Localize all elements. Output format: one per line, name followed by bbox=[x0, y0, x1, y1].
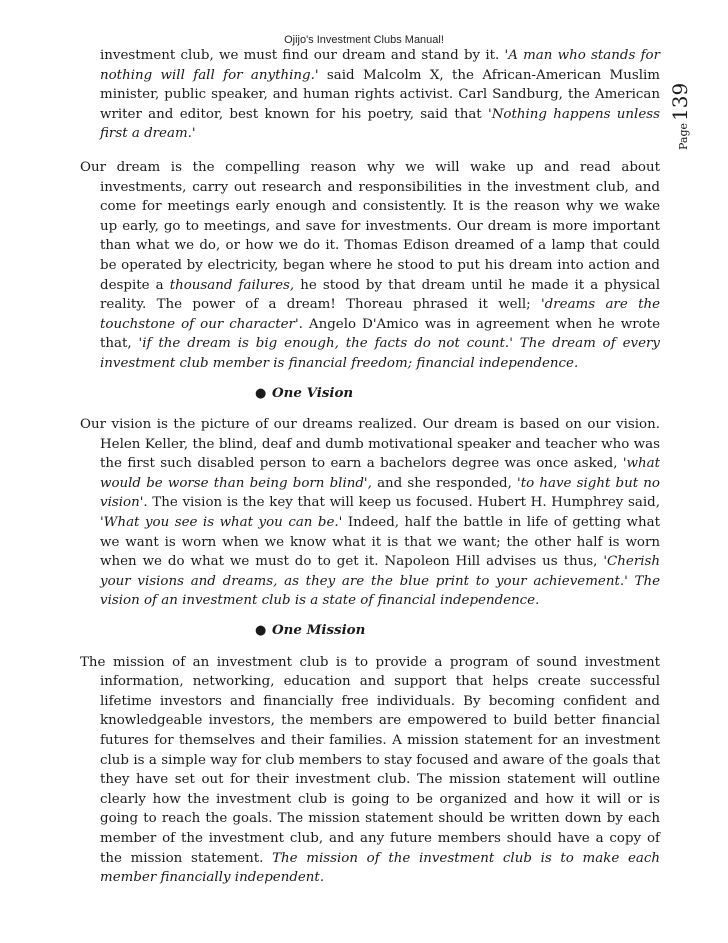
body-text bbox=[80, 46, 660, 888]
text-run: said Malcolm X, the African-American Muslim minister, public speaker, and human rights activist. Carl Sandburg, the American writer and editor, best known for his poetry, said that bbox=[100, 67, 660, 122]
bullet-icon: ● bbox=[255, 385, 267, 401]
section-heading-vision bbox=[80, 384, 660, 404]
quote-humphrey: 'What you see is what you can be.' bbox=[100, 515, 343, 531]
running-header: Ojijo's Investment Clubs Manual! bbox=[284, 34, 444, 46]
paragraph-vision bbox=[80, 415, 660, 611]
italic-run: The mission of the investment club is to make each member financially independent. bbox=[100, 850, 660, 886]
paragraph-dream bbox=[80, 158, 660, 374]
quote-napoleon-hill: 'Cherish your visions and dreams, as they are the blue print to your achievement.' The vision of an investment club is a state of financial independence. bbox=[100, 554, 660, 609]
page-label: Page bbox=[677, 122, 690, 150]
heading-one-mission: One Mission bbox=[272, 622, 366, 639]
italic-run: to have sight but no vision' bbox=[100, 475, 660, 511]
text-run: Our vision is the picture of our dreams realized. Our dream is based on our vision. Helen Keller, the blind, deaf and dumb motivational speaker and teacher who was the first such disabled person to earn a bachelors degree was once asked, ' bbox=[80, 417, 660, 472]
bullet-icon: ● bbox=[255, 623, 267, 639]
text-run: investment club, we must find our dream and stand by it. bbox=[100, 48, 505, 63]
section-heading-mission bbox=[80, 621, 660, 641]
heading-one-vision: One Vision bbox=[272, 384, 354, 401]
text-run: Indeed, half the battle in life of getting what we want is worn when we know what it is that we want; the other half is worn when we do what we must do to get it. Napoleon Hill advises us thus, bbox=[100, 515, 660, 570]
quote-malcolm-x: 'A man who stands for nothing will fall for anything.' bbox=[100, 48, 660, 83]
paragraph-continued bbox=[80, 46, 660, 144]
text-run: he stood by that dream until he made it a physical reality. The power of a dream! Thoreau phrased it well; ' bbox=[100, 277, 660, 313]
quote-sandburg: 'Nothing happens unless first a dream.' bbox=[100, 106, 660, 142]
text-run: Our dream is the compelling reason why we will wake up and read about investments, carry out research and responsibilities in the investment club, and come for meetings early enough and consistently. It is the reason why we wake up early, go to meetings, and save for investments. Our dream is more important than what we do, or how we do it. Thomas Edison dreamed of a lamp that could be operated by electricity, began where he stood to put his dream into action and despite a bbox=[80, 159, 660, 293]
text-run: and she responded, ' bbox=[371, 475, 521, 491]
italic-run: thousand failures, bbox=[169, 277, 295, 293]
text-run: . The vision is the key that will keep us focused. Hubert H. Humphrey said, bbox=[143, 495, 660, 511]
quote-thoreau: dreams are the touchstone of our character' bbox=[100, 297, 660, 332]
page-number: 139 bbox=[668, 82, 692, 121]
text-run: . Angelo D'Amico was in agreement when he wrote that, ' bbox=[100, 316, 660, 352]
italic-run: what would be worse than being born blind', bbox=[100, 456, 660, 491]
page-number-tag bbox=[668, 70, 698, 150]
paragraph-mission bbox=[80, 653, 660, 888]
text-run: The mission of an investment club is to provide a program of sound investment information, networking, education and support that helps create successful lifetime investors and financially free individuals. By becoming confident and knowledgeable investors, the members are empowered to build better financial futures for themselves and their families. A mission statement for an investment club is a simple way for club members to stay focused and aware of the goals that they have set out for their investment club. The mission statement will outline clearly how the investment club is going to be organized and how it will or is going to reach the goals. The mission statement should be written down by each member of the investment club, and any future members should have a copy of the mission statement. bbox=[80, 654, 660, 866]
quote-damico: if the dream is big enough, the facts do not count.' The dream of every investment club member is financial freedom; financial independence. bbox=[100, 336, 660, 371]
